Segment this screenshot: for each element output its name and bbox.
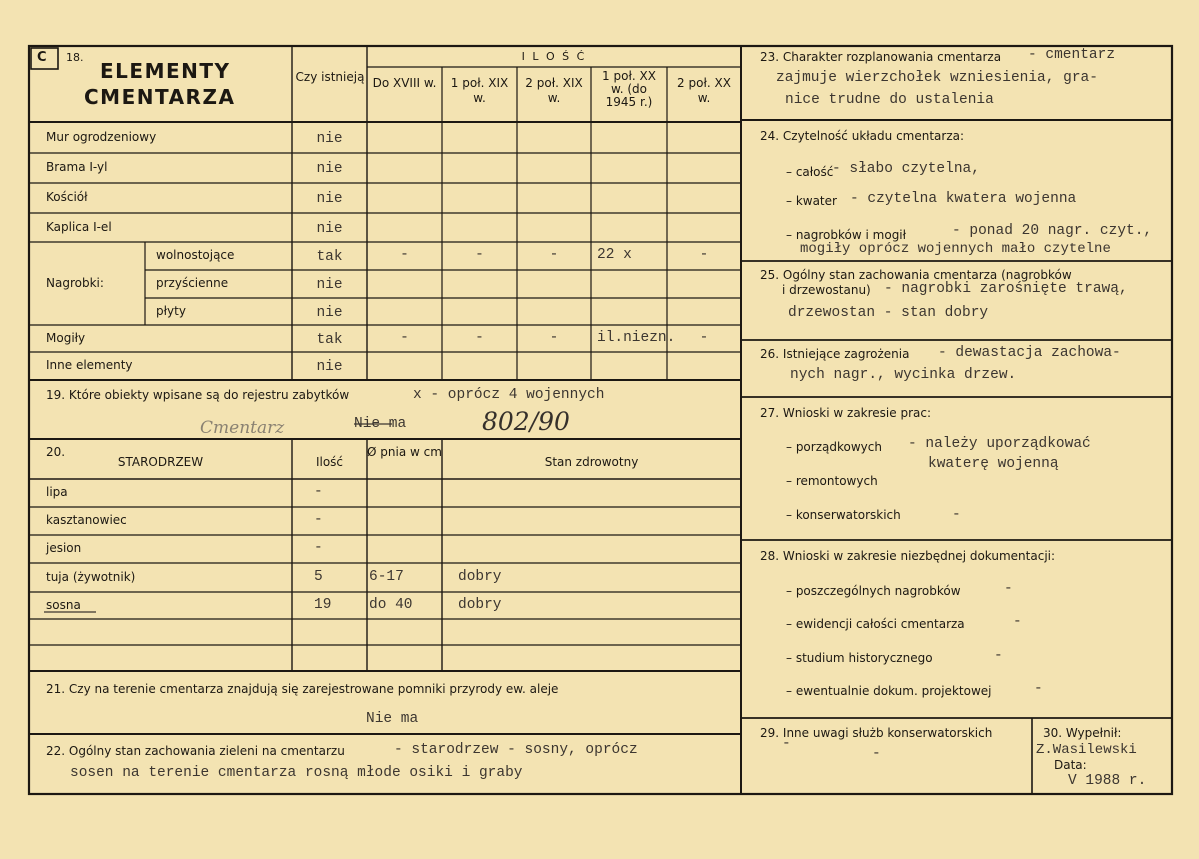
element-period-value: - [549,329,559,346]
element-row-sublabel: przyścienne [156,276,229,290]
element-period-value: 22 x [597,247,632,263]
element-exists-value: nie [316,130,343,147]
documentation-item-value: - [1034,681,1043,697]
tree-diameter-value: do 40 [369,596,413,613]
element-row-label: Inne elementy [46,358,133,372]
section-23-label: 23. Charakter rozplanowania cmentarza [760,50,1002,64]
section-22-value-1: - starodrzew - sosny, oprócz [394,742,638,758]
period-header: 1 poł. XX w. (do 1945 r.) [602,69,656,109]
tree-health-value: dobry [458,568,502,585]
documentation-item-label: – studium historycznego [786,651,933,665]
section-21-value: Nie ma [366,711,419,727]
section-letter: C [37,50,47,65]
element-exists-value: nie [316,304,343,321]
section-19-struck: Nie ma [354,416,407,432]
date-value: V 1988 r. [1068,773,1147,789]
section-21-label: 21. Czy na terenie cmentarza znajdują się zarejestrowane pomniki przyrody ew. aleje [46,682,559,696]
section-28-label: 28. Wnioski w zakresie niezbędnej dokumentacji: [760,549,1056,563]
section-29-value-1: - [782,736,791,752]
tree-qty-value: - [314,540,323,556]
col-exists-header: Czy istnieją [295,70,365,84]
tree-qty-value: - [314,512,323,528]
section-22-value-2: sosen na terenie cmentarza rosną młode osiki i graby [70,765,523,781]
tree-health-value: dobry [458,596,502,613]
section-30-label: 30. Wypełnił: [1043,726,1122,740]
element-row-label: Brama I-yl [46,160,108,174]
documentation-item-value: - [1013,614,1022,630]
element-period-value: - [549,247,559,263]
element-row-label: Kościół [46,190,88,204]
calosc-label: – całość [786,165,834,179]
ilosc-header: I L O Ś Ć [521,50,587,63]
section-23-value-2: zajmuje wierzchołek wzniesienia, gra- [776,70,1098,86]
col-diam-header: Ø pnia w cm [367,445,442,459]
kwater-label: – kwater [786,194,837,208]
documentation-item-label: – ewidencji całości cmentarza [786,617,965,631]
section-19-label: 19. Które obiekty wpisane są do rejestru zabytków [46,388,350,402]
period-header: 2 poł. XIX w. [525,76,583,105]
porz-value-1: - należy uporządkować [908,436,1091,452]
nagrobkow-value-2: mogiły oprócz wojennych mało czytelne [800,241,1111,257]
section-26-value-2: nych nagr., wycinka drzew. [790,367,1017,383]
porz-value-2: kwaterę wojenną [928,456,1059,472]
element-period-value: il.niezn. [597,329,676,346]
section-25-label-2: i drzewostanu) [782,283,871,297]
section-18-number: 18. [66,51,84,64]
date-label: Data: [1054,758,1087,772]
element-row-label: Mur ogrodzeniowy [46,129,157,144]
tree-diameter-value: 6-17 [369,568,404,585]
element-period-value: - [400,247,409,263]
documentation-item-label: – poszczególnych nagrobków [786,584,961,598]
remont-label: – remontowych [786,474,878,488]
konserw-value: - [952,507,961,523]
tree-species-label: kasztanowiec [46,513,127,527]
section-27-label: 27. Wnioski w zakresie prac: [760,406,932,420]
nagrobkow-label: – nagrobków i mogił [786,228,907,242]
konserw-label: – konserwatorskich [786,508,901,522]
section-25-value-1: - nagrobki zarośnięte trawą, [884,281,1128,297]
element-exists-value: nie [316,191,343,207]
section-20-number: 20. [46,445,66,459]
period-header: Do XVIII w. [372,76,437,90]
element-exists-value: nie [316,220,343,237]
section-19-value: x - oprócz 4 wojennych [413,387,605,403]
section-24-label: 24. Czytelność układu cmentarza: [760,129,965,143]
calosc-value: - słabo czytelna, [832,161,980,177]
section-23-value-3: nice trudne do ustalenia [785,92,994,108]
col-qty-header: Ilość [315,455,344,469]
section-25-value-2: drzewostan - stan dobry [788,305,989,321]
element-row-sublabel: wolnostojące [156,248,235,262]
section-26-label: 26. Istniejące zagrożenia [760,347,910,361]
porz-label: – porządkowych [786,440,882,454]
section-25-label-1: 25. Ogólny stan zachowania cmentarza (nagrobków [760,268,1072,282]
title-line-1: ELEMENTY [100,59,231,83]
section-23-value-1: - cmentarz [1028,47,1116,63]
element-row-label: Nagrobki: [46,276,104,290]
title-line-2: CMENTARZA [84,85,236,109]
col-health-header: Stan zdrowotny [544,455,639,469]
section-22-label: 22. Ogólny stan zachowania zieleni na cmentarzu [46,744,345,758]
element-row-label: Kaplica I-el [46,219,112,234]
starodrzew-title: STARODRZEW [117,455,204,469]
documentation-item-value: - [994,648,1003,664]
tree-qty-value: - [314,484,323,500]
element-exists-value: nie [316,161,343,177]
element-period-value: - [475,329,484,346]
tree-species-label: sosna [46,597,81,612]
documentation-item-value: - [1004,581,1013,597]
registry-number: 802/90 [482,407,570,436]
section-29-label: 29. Inne uwagi służb konserwatorskich [760,726,993,740]
element-exists-value: tak [316,249,343,265]
nagrobkow-value-1: - ponad 20 nagr. czyt., [952,223,1153,239]
element-period-value: - [699,247,709,263]
element-period-value: - [699,329,709,346]
period-header: 2 poł. XX w. [677,76,731,105]
handwritten-label: Cmentarz [200,418,285,438]
filled-by-name: Z.Wasilewski [1036,742,1137,758]
element-exists-value: nie [316,359,343,375]
documentation-item-label: – ewentualnie dokum. projektowej [786,684,992,698]
element-row-label: Mogiły [46,330,86,345]
tree-species-label: jesion [46,541,82,555]
section-29-value-2: - [872,746,881,762]
element-exists-value: tak [316,331,343,348]
tree-species-label: tuja (żywotnik) [46,569,136,584]
tree-qty-value: 5 [314,568,323,585]
kwater-value: - czytelna kwatera wojenna [850,191,1077,207]
element-row-sublabel: płyty [156,303,186,318]
element-exists-value: nie [316,277,343,293]
section-26-value-1: - dewastacja zachowa- [938,345,1121,361]
period-header: 1 poł. XIX w. [450,76,509,105]
tree-species-label: lipa [46,485,68,499]
section-18-title [84,58,284,110]
tree-qty-value: 19 [314,596,332,613]
element-period-value: - [475,247,484,263]
element-period-value: - [400,329,409,346]
